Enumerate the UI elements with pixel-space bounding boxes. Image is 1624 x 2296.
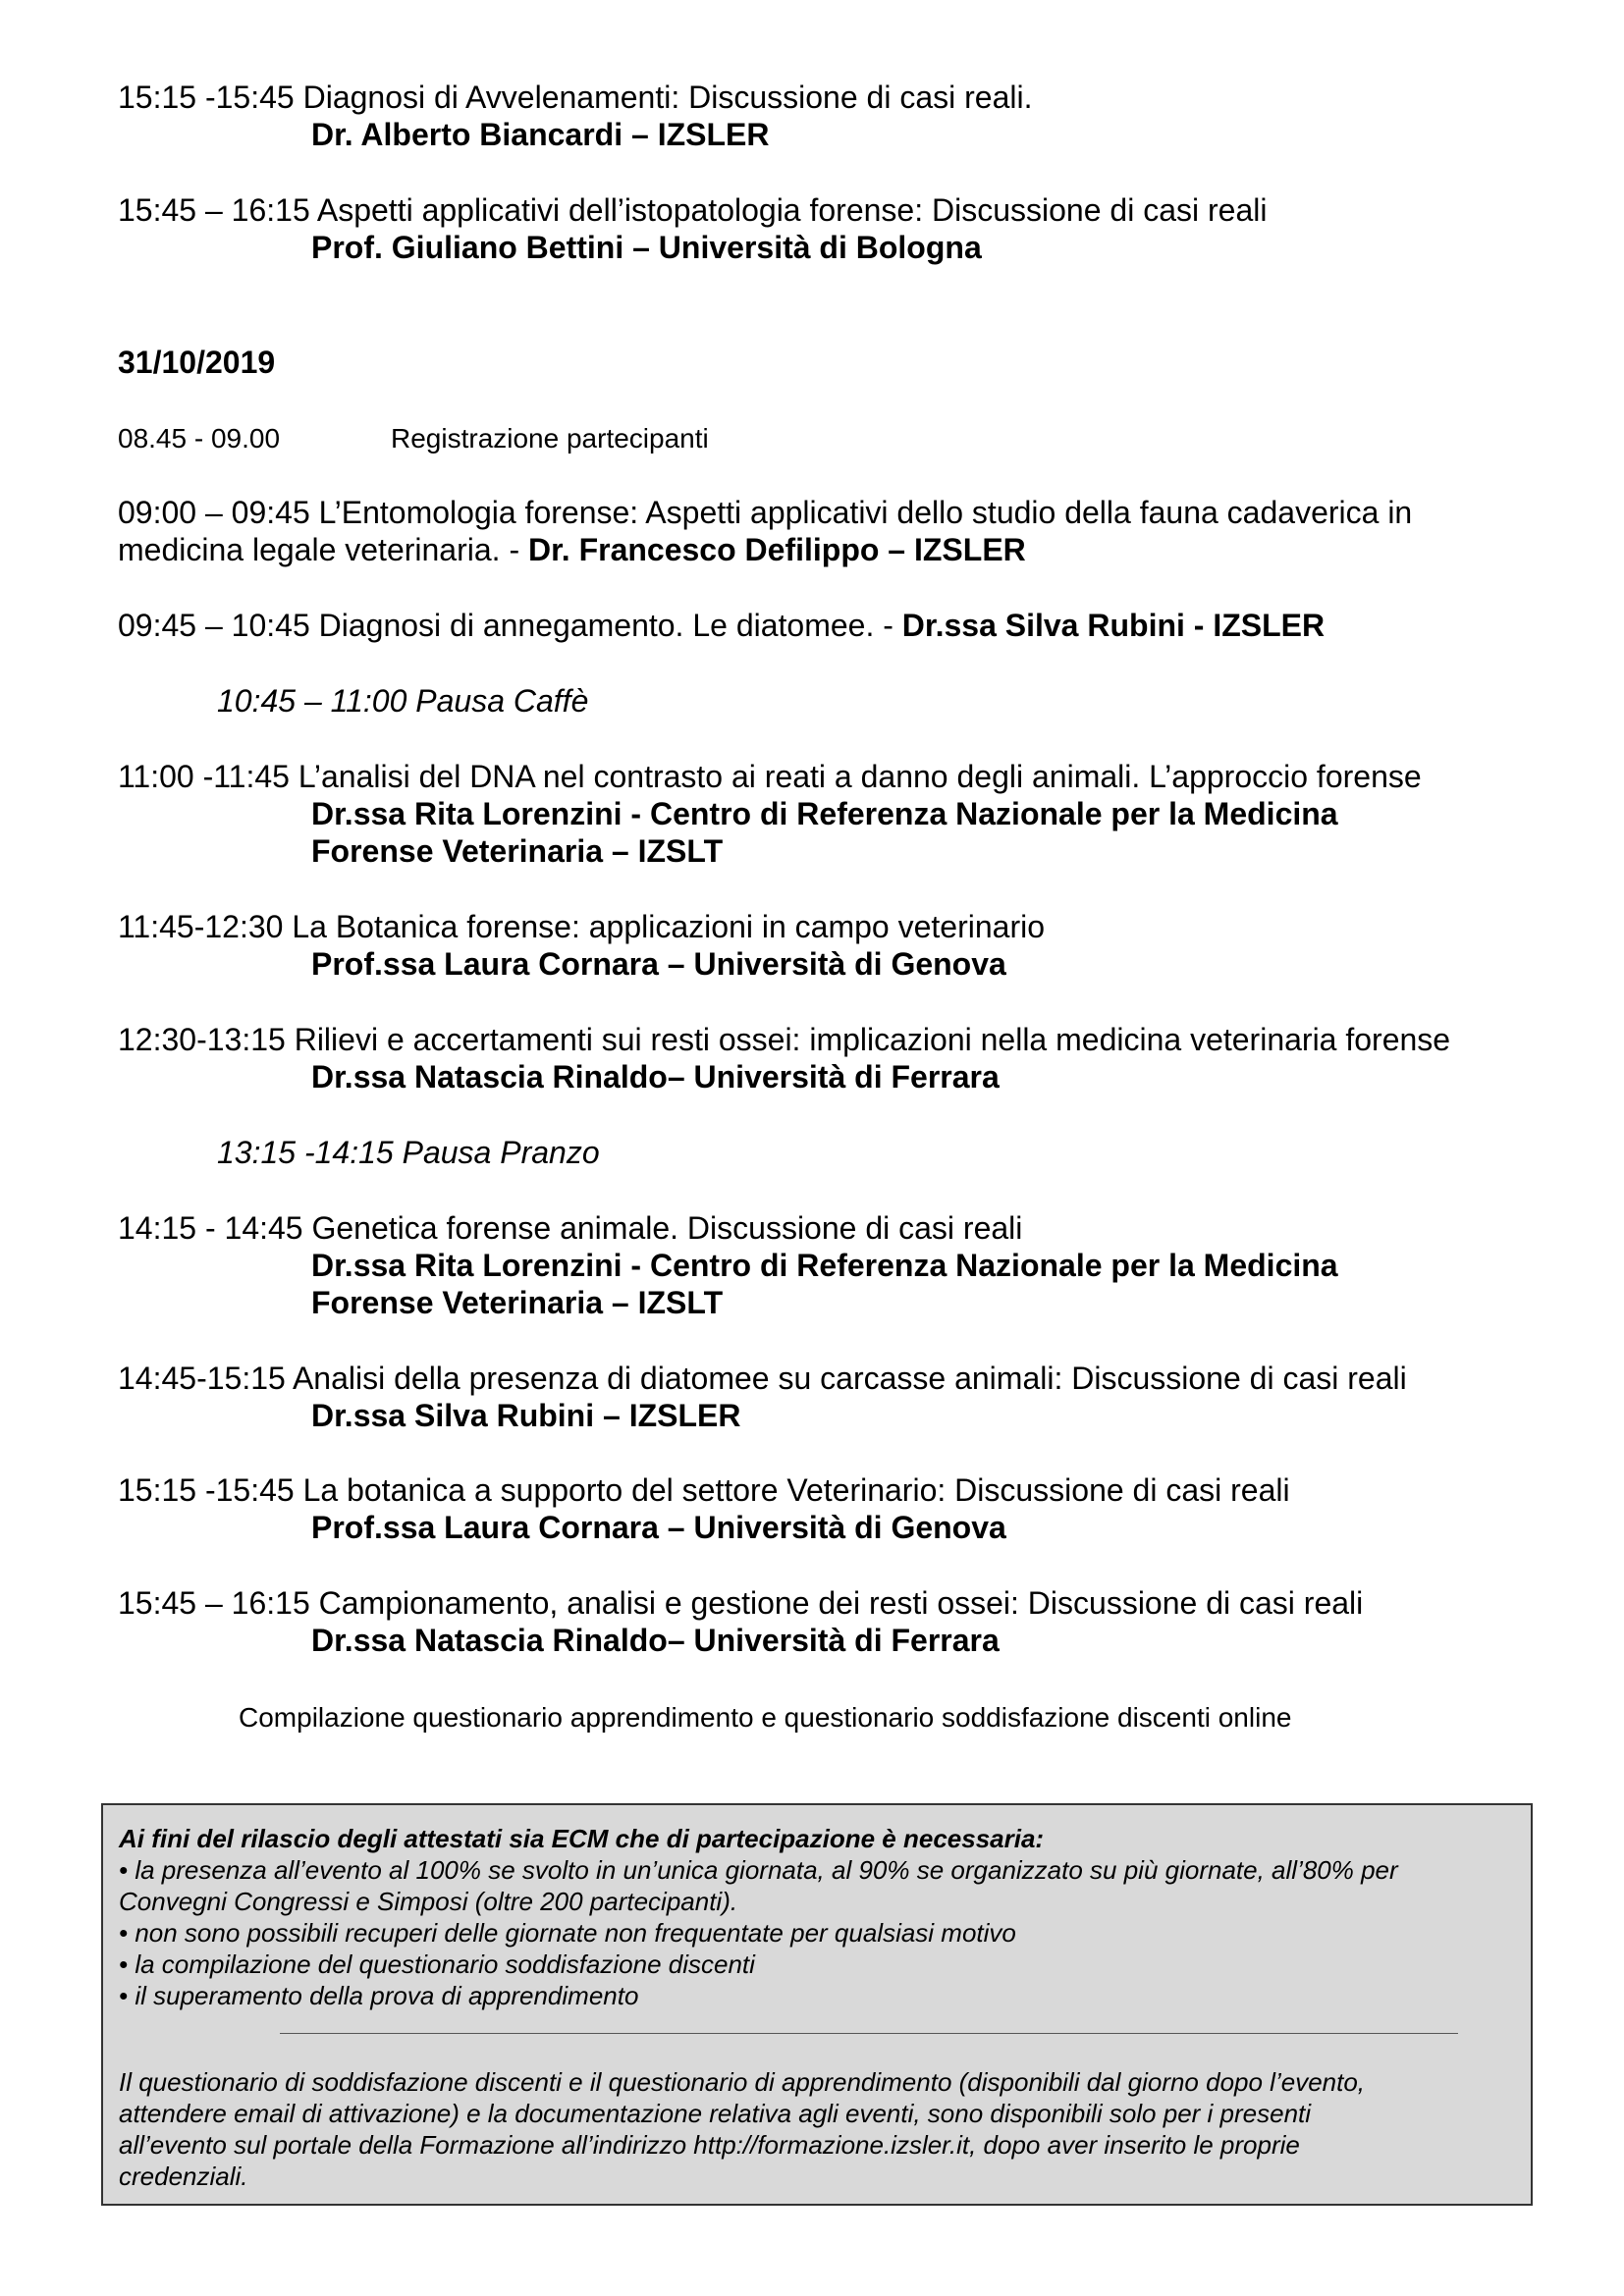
session-genetics-line: 14:15 - 14:45 Genetica forense animale. Discussione di casi reali: [118, 1210, 1023, 1246]
session-botany-speaker: Prof.ssa Laura Cornara – Università di Genova: [311, 946, 1006, 982]
notice-item: • la compilazione del questionario soddisfazione discenti: [119, 1949, 755, 1979]
coffee-break: 10:45 – 11:00 Pausa Caffè: [217, 683, 589, 719]
session-poisoning-line: 15:15 -15:45 Diagnosi di Avvelenamenti: Discussione di casi reali.: [118, 80, 1033, 115]
session-botany-support-speaker: Prof.ssa Laura Cornara – Università di Genova: [311, 1510, 1006, 1545]
notice-item: Convegni Congressi e Simposi (oltre 200 partecipanti).: [119, 1887, 738, 1916]
session-diatoms-speaker: Dr.ssa Silva Rubini – IZSLER: [311, 1398, 741, 1433]
day-date: 31/10/2019: [118, 345, 276, 380]
session-drowning-speaker: Dr.ssa Silva Rubini - IZSLER: [901, 608, 1326, 643]
session-histopathology-speaker: Prof. Giuliano Bettini – Università di Bologna: [311, 230, 982, 265]
session-entomology-text: medicina legale veterinaria. -: [118, 532, 528, 567]
notice-footer-line: all’evento sul portale della Formazione all’indirizzo http://formazione.izsler.it, dopo aver inserito le proprie: [119, 2130, 1300, 2160]
notice-footer-line: Il questionario di soddisfazione discenti e il questionario di apprendimento (disponibili dal giorno dopo l’evento,: [119, 2067, 1366, 2097]
notice-footer-line: credenziali.: [119, 2162, 248, 2191]
session-entomology-line1: 09:00 – 09:45 L’Entomologia forense: Aspetti applicativi dello studio della fauna cadaverica in: [118, 495, 1413, 530]
session-entomology-speaker: Dr. Francesco Defilippo – IZSLER: [527, 532, 1026, 567]
session-botany-support-line: 15:15 -15:45 La botanica a supporto del settore Veterinario: Discussione di casi reali: [118, 1472, 1290, 1508]
session-sampling-speaker: Dr.ssa Natascia Rinaldo– Università di Ferrara: [311, 1623, 1000, 1658]
notice-item: • il superamento della prova di apprendimento: [119, 1981, 639, 2010]
certification-notice-box: [101, 1803, 1533, 2206]
session-drowning-line: [118, 607, 1325, 644]
session-bones-speaker: Dr.ssa Natascia Rinaldo– Università di Ferrara: [311, 1059, 1000, 1095]
session-dna-speaker-cont: Forense Veterinaria – IZSLT: [311, 833, 724, 869]
lunch-break: 13:15 -14:15 Pausa Pranzo: [217, 1135, 600, 1170]
notice-heading: Ai fini del rilascio degli attestati sia ECM che di partecipazione è necessaria:: [119, 1824, 1045, 1853]
session-bones-line: 12:30-13:15 Rilievi e accertamenti sui resti ossei: implicazioni nella medicina veterinaria forense: [118, 1022, 1451, 1057]
session-genetics-speaker-cont: Forense Veterinaria – IZSLT: [311, 1285, 724, 1320]
session-diatoms-line: 14:45-15:15 Analisi della presenza di diatomee su carcasse animali: Discussione di casi reali: [118, 1361, 1407, 1396]
session-drowning-text: 09:45 – 10:45 Diagnosi di annegamento. Le diatomee. -: [118, 608, 902, 643]
session-genetics-speaker: Dr.ssa Rita Lorenzini - Centro di Referenza Nazionale per la Medicina: [311, 1248, 1338, 1283]
registration-text: Registrazione partecipanti: [391, 423, 709, 454]
notice-divider: [280, 2033, 1458, 2034]
questionnaire-note: Compilazione questionario apprendimento e questionario soddisfazione discenti online: [239, 1702, 1292, 1733]
session-poisoning-speaker: Dr. Alberto Biancardi – IZSLER: [311, 117, 770, 152]
notice-footer-line: attendere email di attivazione) e la documentazione relativa agli eventi, sono disponibili solo per i presenti: [119, 2099, 1312, 2128]
session-botany-line: 11:45-12:30 La Botanica forense: applicazioni in campo veterinario: [118, 909, 1045, 944]
session-sampling-line: 15:45 – 16:15 Campionamento, analisi e gestione dei resti ossei: Discussione di casi reali: [118, 1585, 1364, 1621]
session-histopathology-line: 15:45 – 16:15 Aspetti applicativi dell’istopatologia forense: Discussione di casi reali: [118, 192, 1268, 228]
session-dna-speaker: Dr.ssa Rita Lorenzini - Centro di Referenza Nazionale per la Medicina: [311, 796, 1338, 831]
session-entomology-line2: [118, 531, 1026, 568]
notice-item: • non sono possibili recuperi delle giornate non frequentate per qualsiasi motivo: [119, 1918, 1016, 1948]
notice-item: • la presenza all’evento al 100% se svolto in un’unica giornata, al 90% se organizzato su più giornate, all’80% per: [119, 1855, 1398, 1885]
registration-time: 08.45 - 09.00: [118, 423, 281, 454]
session-dna-line: 11:00 -11:45 L’analisi del DNA nel contrasto ai reati a danno degli animali. L’approccio forense: [118, 759, 1422, 794]
